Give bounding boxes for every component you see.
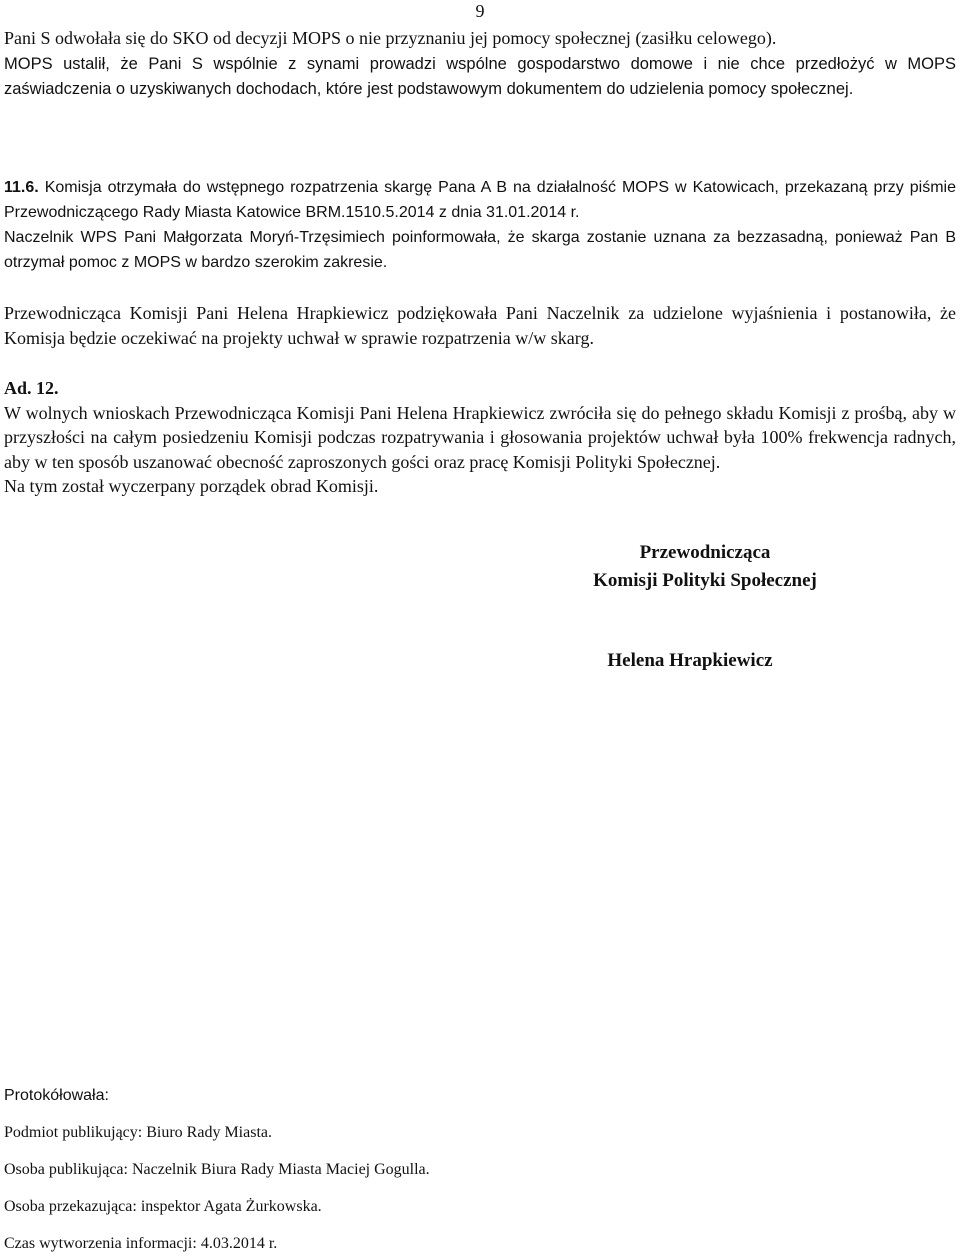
chair-thanks-text: Przewodnicząca Komisji Pani Helena Hrapkiewicz podziękowała Pani Naczelnik za udzielone wyjaśnienia i postanowiła, że Komisja będzie oczekiwać na projekty uchwał w sprawie rozpatrzenia w/w skarg. <box>4 303 956 348</box>
footer-osoba-publikujaca: Osoba publikująca: Naczelnik Biura Rady Miasta Maciej Gogulla. <box>4 1161 430 1178</box>
footer-protokolowala: Protokółowała: <box>4 1087 109 1104</box>
footer-czas: Czas wytworzenia informacji: 4.03.2014 r. <box>4 1235 278 1252</box>
footer-podmiot: Podmiot publikujący: Biuro Rady Miasta. <box>4 1124 272 1141</box>
signature-block <box>0 539 960 595</box>
signature-title-line1: Przewodnicząca <box>639 542 771 563</box>
paragraph-ad-12 <box>4 376 956 499</box>
section-label-ad-12: Ad. 12. <box>4 378 59 398</box>
free-motions-text: W wolnych wnioskach Przewodnicząca Komisji Pani Helena Hrapkiewicz zwróciła się do pełnego składu Komisji z prośbą, aby w przyszłości na całym posiedzeniu Komisji podczas rozpatrywania i głosowania projektów uchwał była 100% frekwencja radnych, aby w ten sposób uszanować obecność zaproszonych gości oraz pracę Komisji Polityki Społecznej. <box>4 402 956 472</box>
paragraph-sko-line1: Pani S odwołała się do SKO od decyzji MOPS o nie przyznaniu jej pomocy społecznej (zasiłku celowego). <box>4 28 777 48</box>
paragraph-chair-thanks <box>4 301 956 350</box>
paragraph-complaint-11-6 <box>4 176 956 225</box>
paragraph-sko-appeal <box>4 26 956 102</box>
wps-response-text: Naczelnik WPS Pani Małgorzata Moryń-Trzęsimiech poinformowała, że skarga zostanie uznana za bezzasadną, ponieważ Pan B otrzymał pomoc z MOPS w bardzo szerokim zakresie. <box>4 229 956 271</box>
page-number: 9 <box>475 1 485 21</box>
complaint-text: Komisja otrzymała do wstępnego rozpatrzenia skargę Pana A B na działalność MOPS w Katowicach, przekazaną przy piśmie Przewodniczącego Rady Miasta Katowice BRM.1510.5.2014 z dnia 31.01.2014 r. <box>4 179 956 221</box>
paragraph-wps-response <box>4 226 956 275</box>
signature-name: Helena Hrapkiewicz <box>607 650 773 671</box>
paragraph-mops-findings: MOPS ustalił, że Pani S wspólnie z synami prowadzi wspólne gospodarstwo domowe i nie chce przedłożyć w MOPS zaświadczenia o uzyskiwanych dochodach, które jest podstawowym dokumentem do udzielenia pomocy społecznej. <box>4 54 956 98</box>
signature-name-block <box>0 647 960 675</box>
signature-title-line2: Komisji Polityki Społecznej <box>593 570 817 591</box>
footer-osoba-przekazujaca: Osoba przekazująca: inspektor Agata Żurkowska. <box>4 1198 322 1215</box>
section-label-11-6: 11.6. <box>4 179 39 196</box>
closing-text: Na tym został wyczerpany porządek obrad Komisji. <box>4 476 379 496</box>
